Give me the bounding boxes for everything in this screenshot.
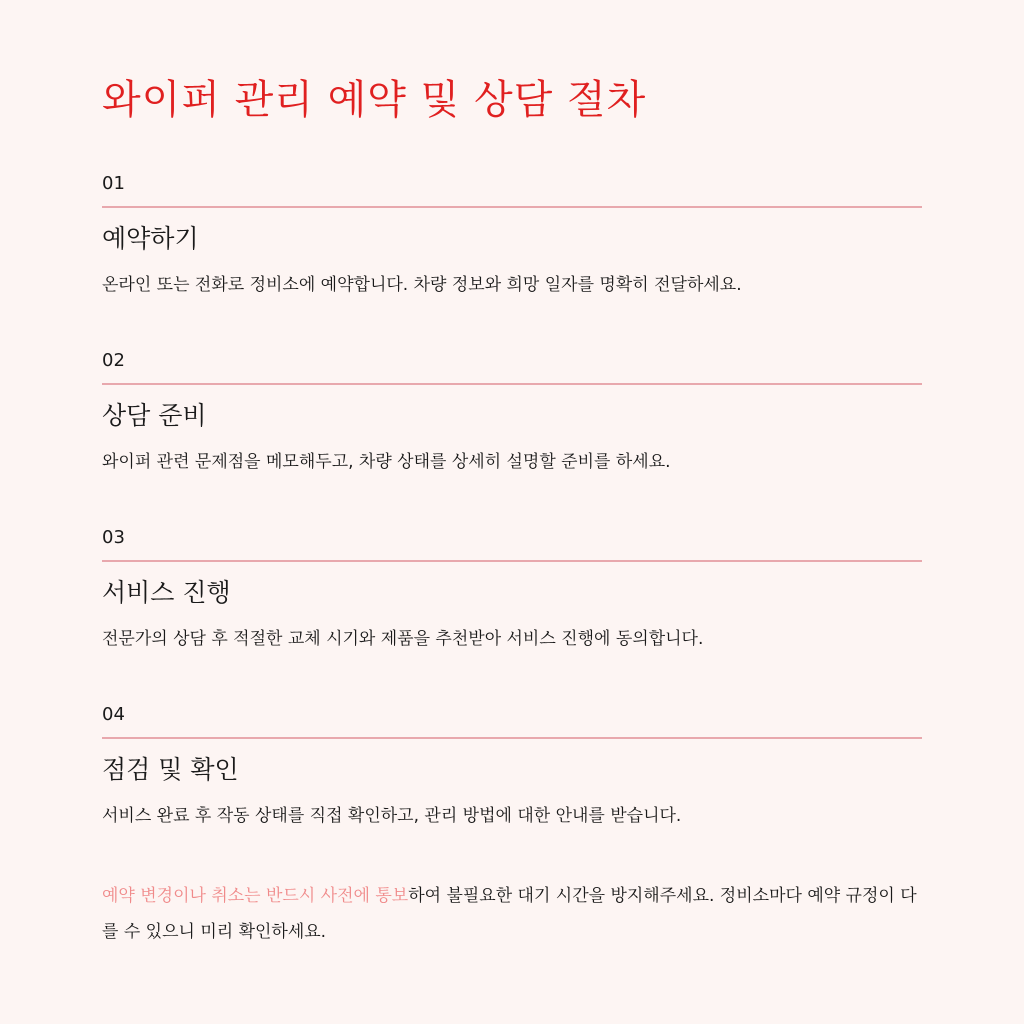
step-1 — [102, 172, 922, 298]
step-description: 온라인 또는 전화로 정비소에 예약합니다. 차량 정보와 희망 일자를 명확히 전달하세요. — [102, 275, 742, 295]
step-number: 04 — [102, 704, 125, 725]
step-title: 점검 및 확인 — [102, 755, 239, 784]
step-title: 예약하기 — [102, 224, 199, 253]
step-description: 서비스 완료 후 작동 상태를 직접 확인하고, 관리 방법에 대한 안내를 받습니다. — [102, 806, 682, 826]
step-4 — [102, 703, 922, 829]
step-divider — [102, 560, 922, 562]
page-title: 와이퍼 관리 예약 및 상담 절차 — [102, 77, 647, 123]
step-divider — [102, 383, 922, 385]
step-divider — [102, 206, 922, 208]
step-2 — [102, 349, 922, 475]
step-description: 와이퍼 관련 문제점을 메모해두고, 차량 상태를 상세히 설명할 준비를 하세요. — [102, 452, 671, 472]
notice-paragraph — [102, 878, 922, 950]
step-title: 상담 준비 — [102, 401, 207, 430]
step-number: 01 — [102, 173, 125, 194]
notice-highlight: 예약 변경이나 취소는 반드시 사전에 통보 — [102, 886, 409, 906]
step-number: 03 — [102, 527, 125, 548]
step-title: 서비스 진행 — [102, 578, 231, 607]
step-number: 02 — [102, 350, 125, 371]
step-3 — [102, 526, 922, 652]
notice-text: 하여 불필요한 대기 시간을 방지해주세요. 정비소마다 예약 규정이 다를 수 있으니 미리 확인하세요. — [102, 886, 917, 942]
step-divider — [102, 737, 922, 739]
step-description: 전문가의 상담 후 적절한 교체 시기와 제품을 추천받아 서비스 진행에 동의합니다. — [102, 629, 704, 649]
